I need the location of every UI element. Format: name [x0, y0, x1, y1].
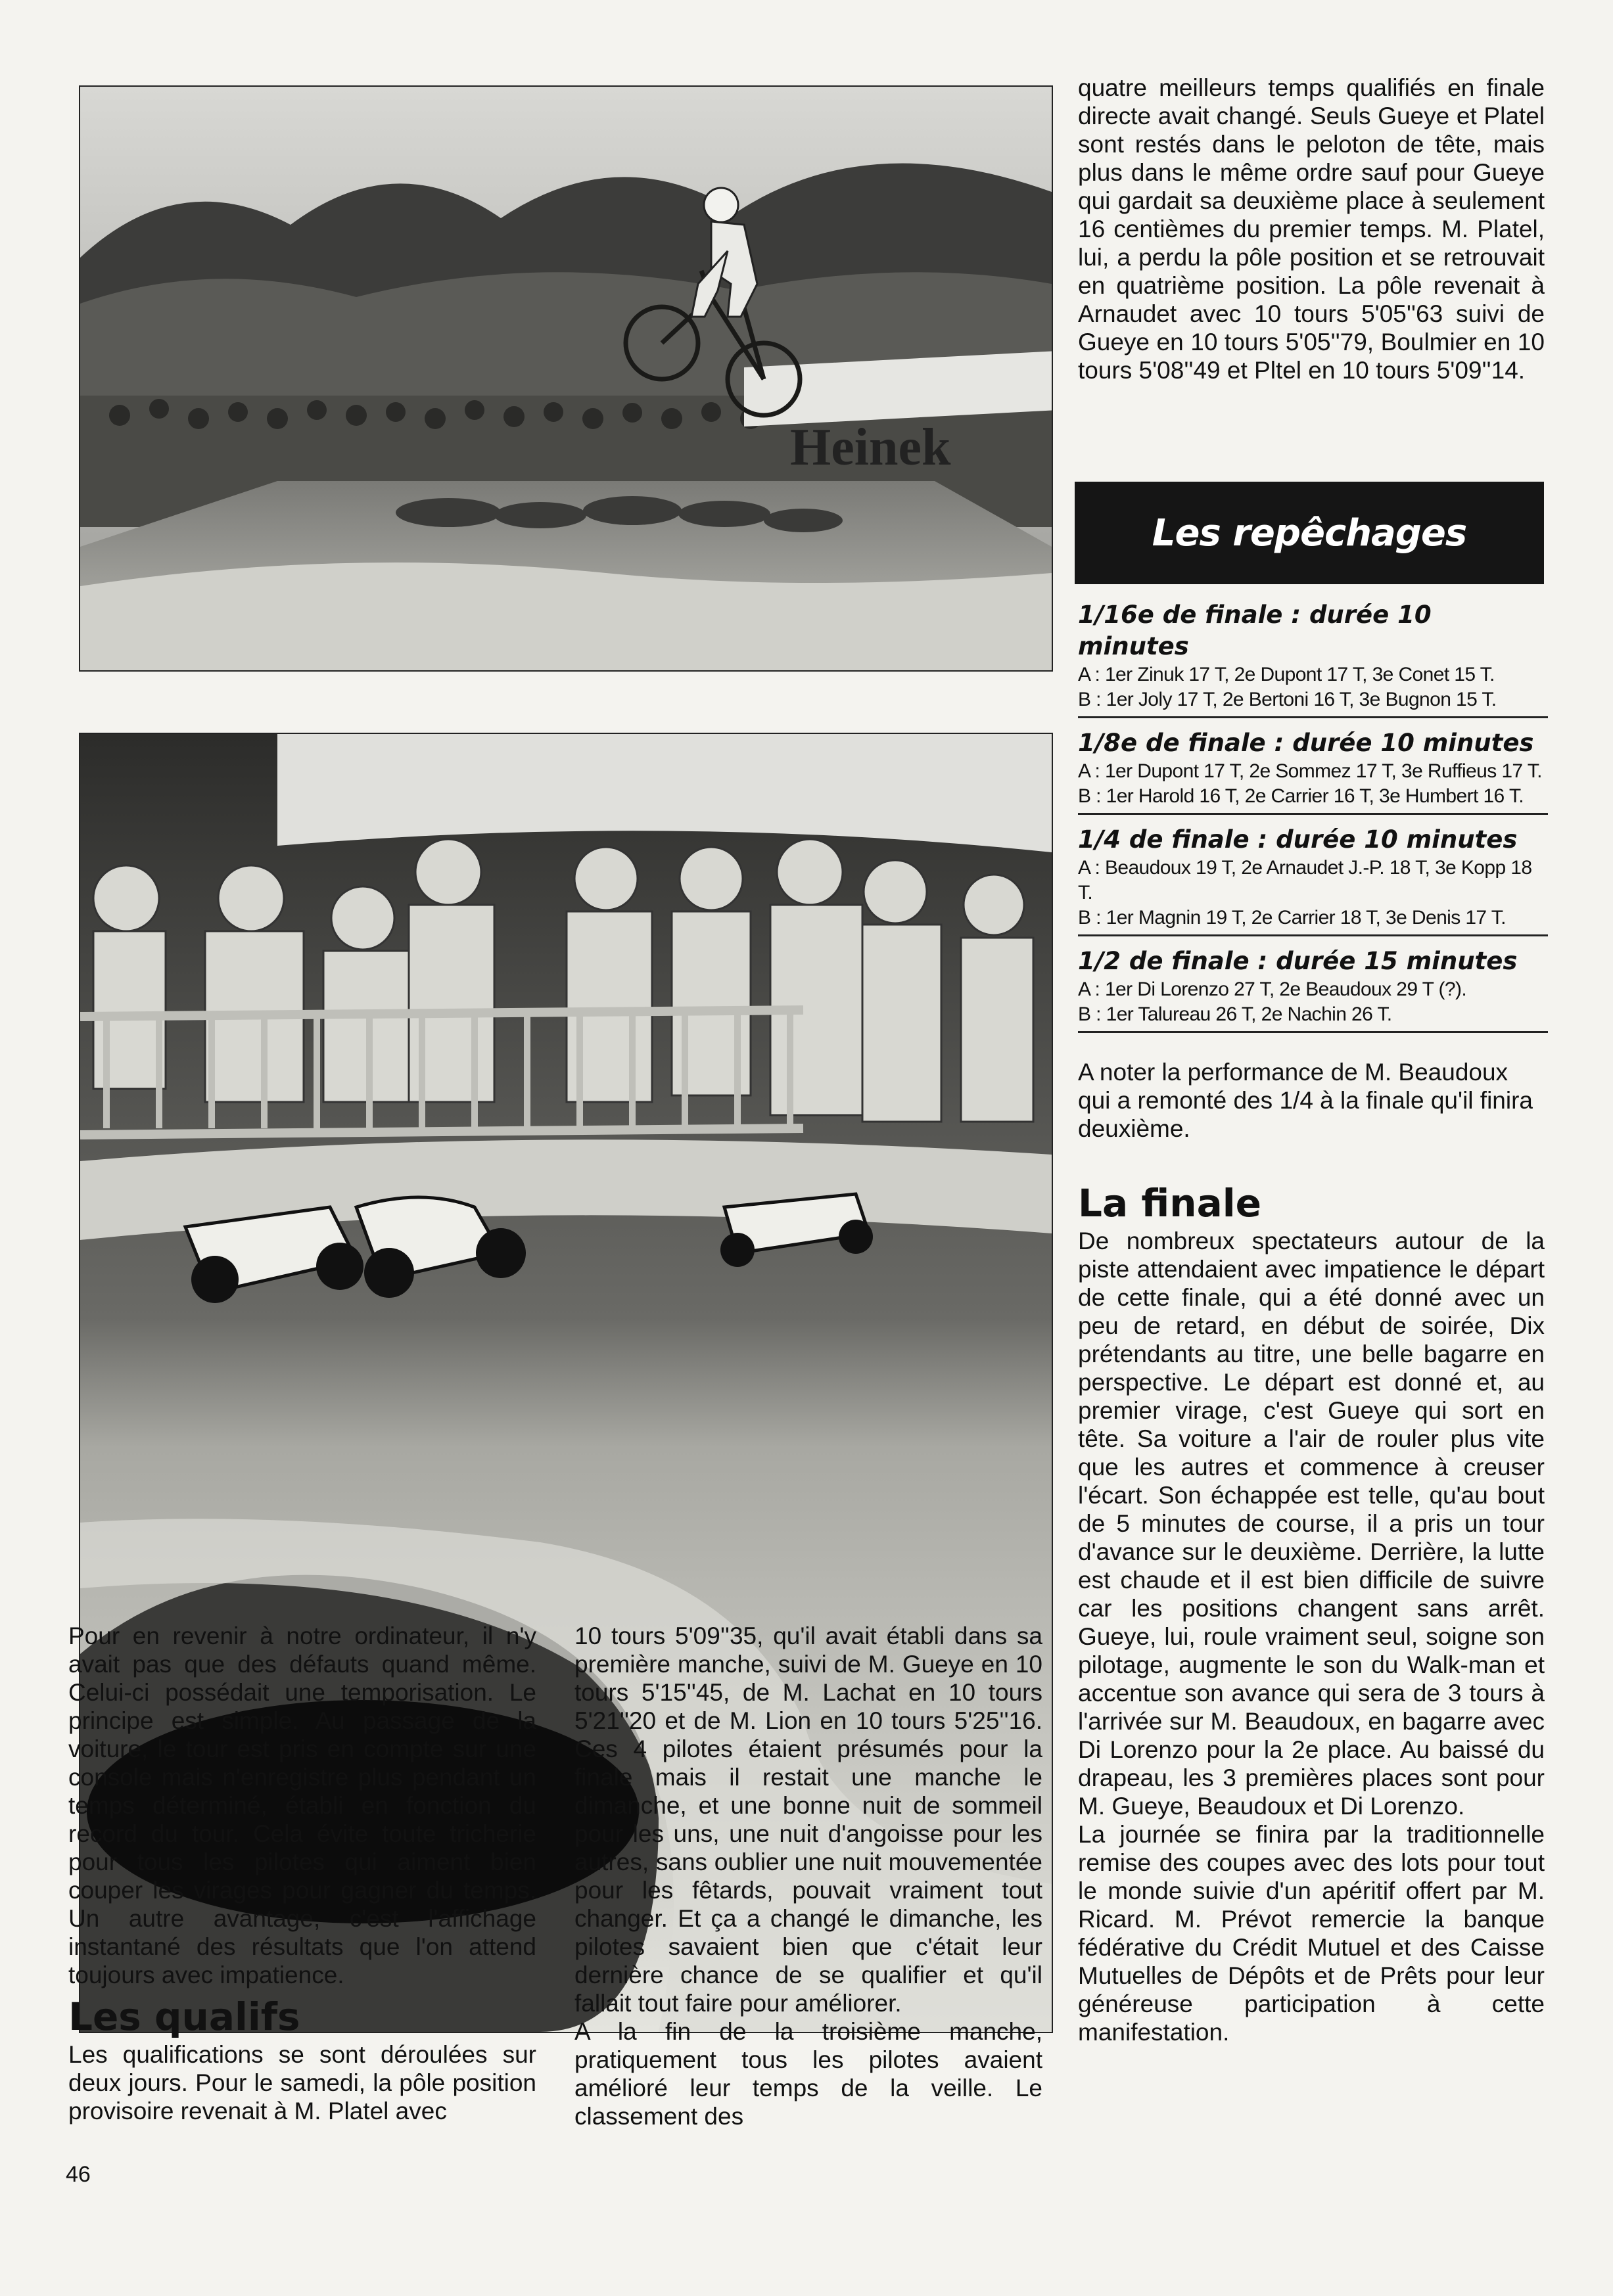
- right-top-paragraph: quatre meilleurs temps qualifiés en finale directe avait changé. Seuls Gueye et Platel sont restés dans le peloton de tête, mais plus dans le même ordre sauf pour Gueye qui gardait sa deuxième place à seulement 16 centièmes du premier temps. M. Platel, lui, a perdu la pôle position et se retrouvait en quatrième position. La pôle revenait à Arnaudet avec 10 tours 5'05''63 suivi de Gueye en 10 tours 5'05''79, Boulmier en 10 tours 5'08''49 et Pltel en 10 tours 5'09''14.: [1078, 74, 1545, 384]
- round-result-line: B : 1er Joly 17 T, 2e Bertoni 16 T, 3e Bugnon 15 T.: [1078, 689, 1497, 710]
- round-result-line: B : 1er Harold 16 T, 2e Carrier 16 T, 3e Humbert 16 T.: [1078, 785, 1524, 807]
- repechages-title: Les repêchages: [1152, 511, 1467, 555]
- finale-heading: La finale: [1078, 1181, 1261, 1226]
- round-block: [1078, 727, 1548, 815]
- round-block: [1078, 824, 1548, 936]
- round-result-line: A : 1er Zinuk 17 T, 2e Dupont 17 T, 3e Conet 15 T.: [1078, 664, 1495, 685]
- column-2: [574, 1622, 1042, 2130]
- divider: [1078, 813, 1548, 815]
- heineken-banner-text: Heinek: [790, 419, 951, 476]
- round-result-line: B : 1er Talureau 26 T, 2e Nachin 26 T.: [1078, 1003, 1392, 1025]
- round-title: 1/2 de finale : durée 15 minutes: [1078, 947, 1518, 975]
- finale-paragraph-1: De nombreux spectateurs autour de la piste attendaient avec impatience le départ de cette finale, qui a été donné avec un peu de retard, en début de soirée, Dix prétendants au titre, une belle bagarre en perspective. Le départ est donné et, au premier virage, c'est Gueye qui sort en tête. Sa voiture a l'air de rouler plus vite que les autres et commence à creuser l'écart. Son échappée est telle, qu'au bout de 5 minutes de course, il a pris un tour d'avance sur le deuxième. Derrière, la lutte est chaude et il est bien difficile de suivre car les positions changent sans arrêt. Gueye, lui, roule vraiment seul, soigne son pilotage, augmente le son du Walk-man et accentue son avance qui sera de 3 tours à l'arrivée sur M. Beaudoux, en bagarre avec Di Lorenzo pour la 2e place. Au baissé du drapeau, les 3 premières places sont pour M. Gueye, Beaudoux et Di Lorenzo.: [1078, 1228, 1545, 1820]
- round-result-line: B : 1er Magnin 19 T, 2e Carrier 18 T, 3e Denis 17 T.: [1078, 907, 1506, 929]
- round-result-line: A : Beaudoux 19 T, 2e Arnaudet J.-P. 18 T, 3e Kopp 18 T.: [1078, 857, 1532, 904]
- repechages-note: A noter la performance de M. Beaudoux qui a remonté des 1/4 à la finale qu'il finira deuxième.: [1078, 1059, 1533, 1142]
- column-1: [68, 1622, 536, 2125]
- round-result-line: A : 1er Dupont 17 T, 2e Sommez 17 T, 3e Ruffieus 17 T.: [1078, 760, 1542, 782]
- column-2-paragraph-1: 10 tours 5'09''35, qu'il avait établi dans sa première manche, suivi de M. Gueye en 10 tours 5'15''45, de M. Lachat en 10 tours 5'21''20 et de M. Lion en 10 tours 5'25''16. Ces 4 pilotes étaient présumés pour la finale mais il restait une manche le dimanche, et une bonne nuit de sommeil pour les uns, une nuit d'angoisse pour les autres, sans oublier une nuit mouvementée pour les fêtards, pouvait vraiment tout changer. Et ça a changé le dimanche, les pilotes savaient bien que c'était leur dernière chance de se qualifier et qu'il fallait tout faire pour améliorer.: [574, 1622, 1042, 2017]
- qualifs-heading: Les qualifs: [68, 1994, 300, 2039]
- right-column-bottom: [1078, 1058, 1545, 2046]
- finale-paragraph-2: La journée se finira par la traditionnelle remise des coupes avec des lots pour tout le monde suivie d'un apéritif offert par M. Ricard. M. Prévot remercie la banque fédérative du Crédit Mutuel et des Caisse Mutuelles de Dépôts et de Prêts pour leur généreuse participation à cette manifestation.: [1078, 1821, 1545, 2046]
- photo-bmx-jump: [79, 85, 1053, 672]
- divider: [1078, 716, 1548, 718]
- column-2-paragraph-2: A la fin de la troisième manche, pratiquement tous les pilotes avaient amélioré leur temps de la veille. Le classement des: [574, 2018, 1042, 2130]
- column-1-paragraph-2: Les qualifications se sont déroulées sur deux jours. Pour le samedi, la pôle position provisoire revenait à M. Platel avec: [68, 2041, 536, 2124]
- right-column-top: [1078, 74, 1545, 384]
- repechages-box: [1078, 599, 1548, 1033]
- page-number: 46: [66, 2162, 91, 2187]
- round-title: 1/8e de finale : durée 10 minutes: [1078, 729, 1534, 757]
- divider: [1078, 1031, 1548, 1033]
- column-1-paragraph-1: Pour en revenir à notre ordinateur, il n'y avait pas que des défauts quand même. Celui-ci possédait une temporisation. Le principe est simple. Au passage de la voiture, le tour est pris en compte sur une console mais n'enregistre plus pendant un temps déterminé, établi en fonction du record du tour. Cela évite toute tricherie pour tous les pilotes qui aiment bien couper les virages pour gagner du temps. Un autre avantage, c'est l'affichage instantané des résultats que l'on attend toujours avec impatience.: [68, 1622, 536, 1988]
- round-block: [1078, 599, 1548, 718]
- round-block: [1078, 946, 1548, 1033]
- repechages-banner: [1075, 482, 1544, 584]
- round-title: 1/4 de finale : durée 10 minutes: [1078, 825, 1518, 854]
- round-title: 1/16e de finale : durée 10 minutes: [1078, 601, 1432, 660]
- divider: [1078, 934, 1548, 936]
- round-result-line: A : 1er Di Lorenzo 27 T, 2e Beaudoux 29 T (?).: [1078, 978, 1467, 1000]
